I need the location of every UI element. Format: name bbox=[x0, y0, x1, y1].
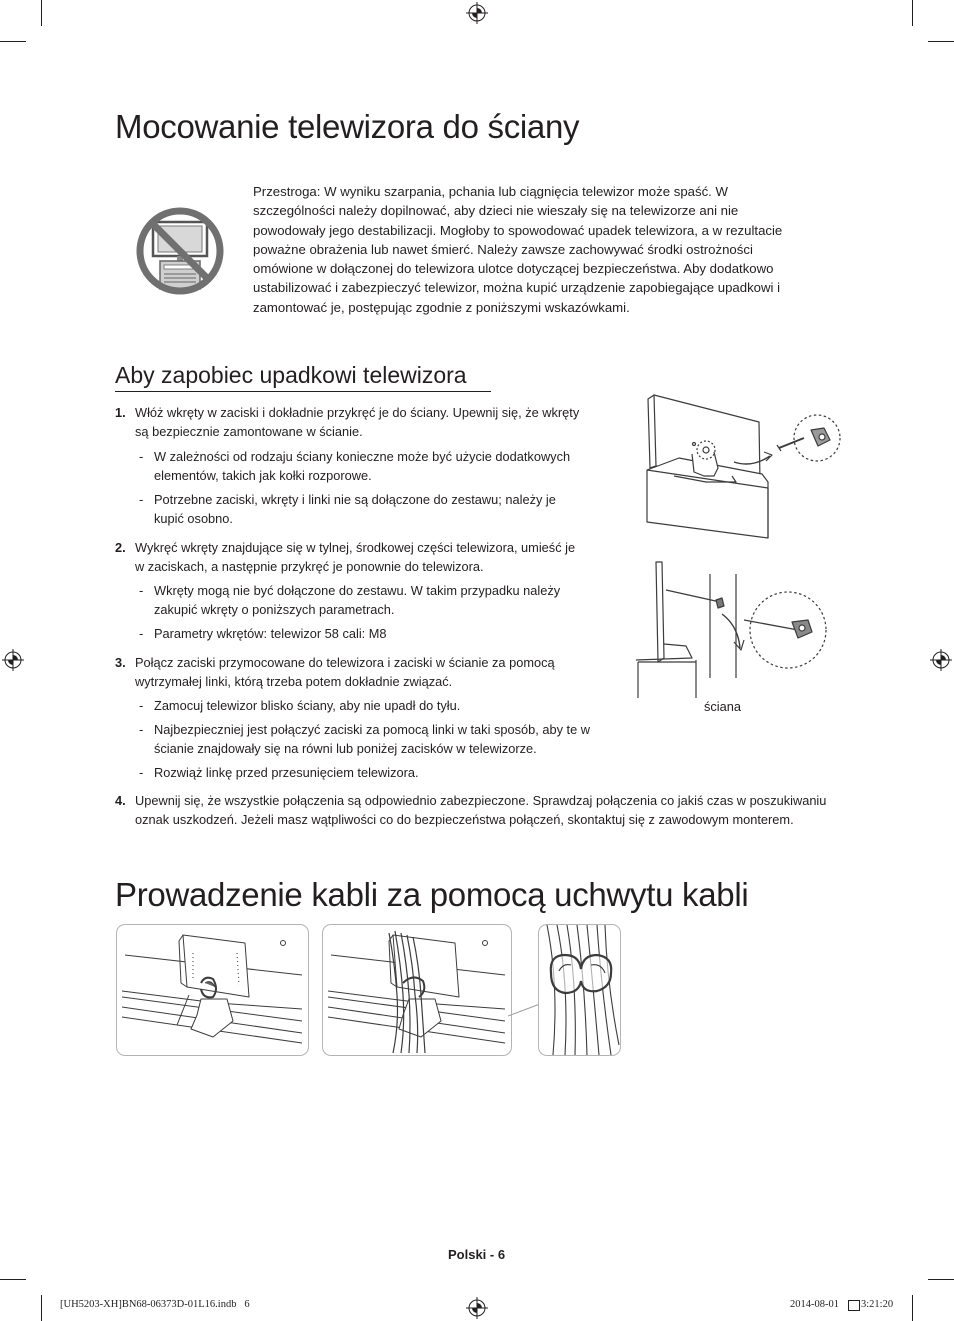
bullet-line: Parametry wkrętów: telewizor 58 cali: M8 bbox=[154, 626, 387, 641]
registration-mark-icon bbox=[466, 1297, 488, 1319]
crop-mark bbox=[0, 41, 26, 42]
bullet-line: Potrzebne zaciski, wkręty i linki nie są dołączone do zestawu; należy je bbox=[154, 492, 556, 507]
warning-text bbox=[253, 182, 833, 317]
step-line: oznak uszkodzeń. Jeżeli masz wątpliwości co do bezpieczeństwa połączeń, skontaktuj się z zawodowym monterem. bbox=[135, 812, 794, 828]
crop-mark bbox=[928, 41, 954, 42]
warning-line: zamontować je, postępując zgodnie z poniższymi wskazówkami. bbox=[253, 299, 630, 315]
file-name: [UH5203-XH]BN68-06373D-01L16.indb 6 bbox=[60, 1299, 250, 1310]
registration-mark-icon bbox=[2, 649, 24, 671]
step-line: wytrzymałej linki, którą trzeba potem dokładnie związać. bbox=[135, 674, 453, 690]
warning-line: poważne obrażenia lub nawet śmierć. Należy zawsze zachowywać środki ostrożności bbox=[253, 241, 753, 257]
page-number: Polski - 6 bbox=[448, 1247, 506, 1262]
crop-mark bbox=[41, 0, 42, 26]
warning-line: omówione w dołączonej do telewizora ulotce dotyczącej bezpieczeństwa. Aby dodatkowo bbox=[253, 261, 774, 277]
crop-mark bbox=[0, 1279, 26, 1280]
step-text bbox=[135, 791, 840, 829]
bullet-text bbox=[154, 447, 604, 485]
wall-label: ściana bbox=[704, 699, 741, 714]
bullet-text bbox=[154, 490, 604, 528]
cable-routing-illustration bbox=[323, 925, 511, 1055]
no-tv-on-stand-icon bbox=[133, 204, 227, 298]
warning-line: powodowały jego destabilizacji. Mogłoby to spowodować upadek telewizora, a w rezultacie bbox=[253, 222, 783, 238]
step-text bbox=[135, 653, 605, 691]
bullet-text bbox=[154, 624, 604, 643]
bullet-text bbox=[154, 696, 614, 715]
bullet-line: W zależności od rodzaju ściany konieczne może być użycie dodatkowych bbox=[154, 449, 571, 464]
print-date: 2014-08-01 bbox=[790, 1299, 839, 1310]
warning-line: ustabilizować i zabezpieczyć telewizor, można kupić urządzenie zapobiegające upadkowi i bbox=[253, 280, 781, 296]
step-line: w zaciskach, a następnie przykręć je ponownie do telewizora. bbox=[135, 559, 484, 575]
tv-clamp-illustration bbox=[634, 390, 844, 550]
bullet-line: elementów, takich jak kołki rozporowe. bbox=[154, 468, 372, 484]
bullet-line: Najbezpieczniej jest połączyć zaciski za pomocą linki w taki sposób, aby te w bbox=[154, 722, 591, 737]
warning-line: szczególności należy dopilnować, aby dzieci nie wieszały się na telewizorze ani nie bbox=[253, 203, 739, 219]
crop-mark bbox=[41, 1295, 42, 1321]
bullet-line: Wkręty mogą nie być dołączone do zestawu. W takim przypadku należy bbox=[154, 583, 561, 598]
bullet-dash: - bbox=[139, 492, 144, 507]
step-text bbox=[135, 403, 605, 441]
cable-holder-panel-1 bbox=[116, 924, 309, 1056]
cable-clip-zoom-illustration bbox=[539, 925, 620, 1055]
zoom-connector-line bbox=[508, 1000, 540, 1020]
heading-underline bbox=[115, 391, 491, 392]
tv-wall-illustration bbox=[630, 558, 830, 700]
step-number: 1. bbox=[115, 405, 126, 420]
page-title: Mocowanie telewizora do ściany bbox=[115, 108, 580, 145]
bullet-text bbox=[154, 720, 614, 758]
crop-mark bbox=[928, 1279, 954, 1280]
bullet-line: kupić osobno. bbox=[154, 511, 233, 527]
step-line: Upewnij się, że wszystkie połączenia są odpowiednio zabezpieczone. Sprawdzaj połączenia co jakiś czas w poszukiwaniu bbox=[135, 793, 827, 808]
registration-mark-icon bbox=[466, 2, 488, 24]
cable-holder-zoom-panel bbox=[538, 924, 621, 1056]
bullet-line: Rozwiąż linkę przed przesunięciem telewizora. bbox=[154, 765, 419, 780]
bullet-dash: - bbox=[139, 626, 144, 641]
crop-mark bbox=[912, 0, 913, 26]
step-number: 3. bbox=[115, 655, 126, 670]
step-line: Połącz zaciski przymocowane do telewizora i zaciski w ścianie za pomocą bbox=[135, 655, 555, 670]
bullet-dash: - bbox=[139, 449, 144, 464]
step-number: 2. bbox=[115, 540, 126, 555]
bullet-line: ścianie znajdowały się na równi lub poniżej zacisków w telewizorze. bbox=[154, 741, 537, 757]
section-heading-prevent-fall: Aby zapobiec upadkowi telewizora bbox=[115, 362, 467, 388]
step-number: 4. bbox=[115, 793, 126, 808]
bullet-text bbox=[154, 581, 604, 619]
step-line: Włóż wkręty w zaciski i dokładnie przykręć je do ściany. Upewnij się, że wkręty bbox=[135, 405, 580, 420]
bullet-line: Zamocuj telewizor blisko ściany, aby nie upadł do tyłu. bbox=[154, 698, 461, 713]
bullet-dash: - bbox=[139, 583, 144, 598]
warning-line: Przestroga: W wyniku szarpania, pchania lub ciągnięcia telewizor może spaść. W bbox=[253, 184, 728, 199]
step-text bbox=[135, 538, 605, 576]
step-line: Wykręć wkręty znajdujące się w tylnej, środkowej części telewizora, umieść je bbox=[135, 540, 576, 555]
cable-section-title: Prowadzenie kabli za pomocą uchwytu kabli bbox=[115, 876, 749, 913]
bullet-dash: - bbox=[139, 722, 144, 737]
bullet-text bbox=[154, 763, 614, 782]
registration-mark-icon bbox=[930, 649, 952, 671]
clock-icon bbox=[848, 1300, 860, 1311]
crop-mark bbox=[912, 1295, 913, 1321]
bullet-line: zakupić wkręty o poniższych parametrach. bbox=[154, 602, 395, 618]
cable-holder-illustration bbox=[117, 925, 308, 1055]
print-time: 3:21:20 bbox=[861, 1299, 894, 1310]
bullet-dash: - bbox=[139, 765, 144, 780]
bullet-dash: - bbox=[139, 698, 144, 713]
cable-holder-panel-2 bbox=[322, 924, 512, 1056]
step-line: są bezpiecznie zamontowane w ścianie. bbox=[135, 424, 363, 440]
